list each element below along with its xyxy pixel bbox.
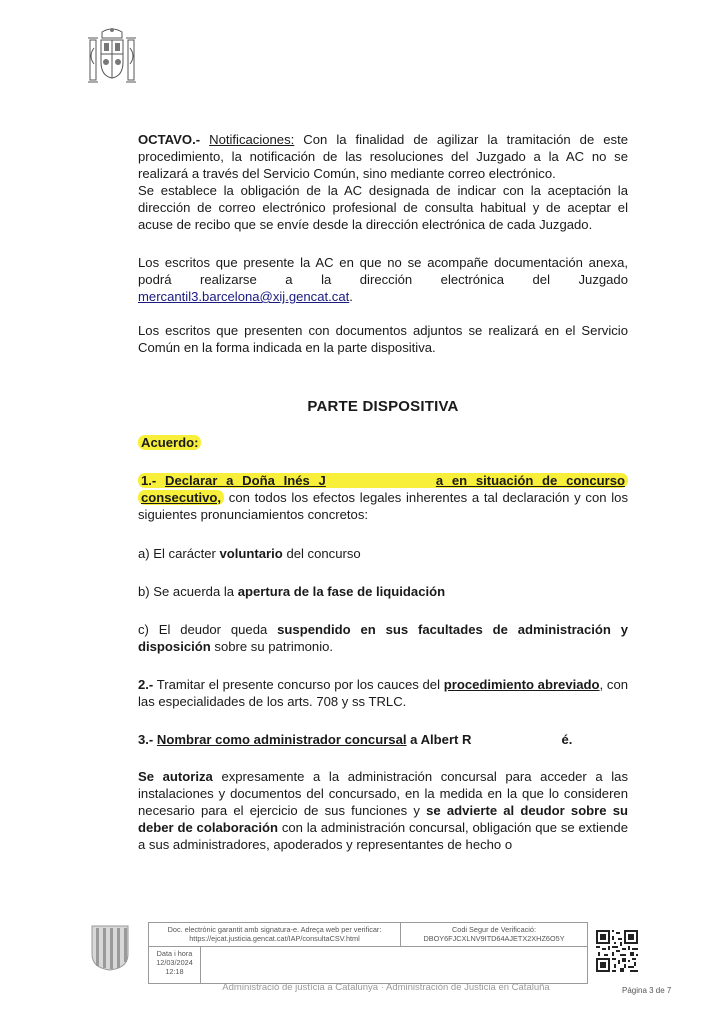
item-3-title: Nombrar como administrador concursal: [156, 732, 407, 747]
octavo-section: [138, 131, 628, 233]
text: con la administración concursal, obligación que se extiende a sus administradores, apoderados y representantes de hecho o: [138, 820, 629, 852]
item-number: 2.-: [138, 677, 154, 692]
bold-text: voluntario: [219, 546, 283, 561]
generalitat-logo: [88, 924, 132, 972]
text: a) El carácter: [138, 546, 216, 561]
item-number: 3.-: [138, 732, 154, 747]
item-1-name: Declarar a Doña Inés J: [165, 473, 326, 488]
paragraph-text: Con la finalidad de agilizar la tramitación de este procedimiento, la notificación de las resoluciones del Juzgado a la AC no se realizará a través del Servicio Común, sino mediante correo electrónico.: [138, 132, 629, 181]
csv-code: DBOY6FJCXLNV9ITD64AJETX2XHZ6O5Y: [423, 934, 565, 943]
text: b) Se acuerda la: [138, 584, 235, 599]
bold-text: procedimiento abreviado: [443, 677, 600, 692]
paragraph-text: con todos los efectos legales inherentes a tal declaración y con los siguientes pronunciamientos concretos:: [138, 490, 628, 522]
footer-admin-text: Administració de justícia a Catalunya · Administración de Justicia en Cataluña: [222, 982, 550, 993]
signature-box: [148, 922, 588, 984]
doc-line: Doc. electrònic garantit amb signatura-e. Adreça web per verificar:: [167, 925, 382, 934]
bold-text: se advierte al deudor sobre su deber de colaboración: [138, 803, 629, 835]
autoriza-paragraph: [138, 768, 628, 853]
item-2: [138, 676, 628, 710]
section-lead: OCTAVO.-: [138, 132, 201, 147]
section-topic: Notificaciones:: [209, 132, 295, 147]
text: sobre su patrimonio.: [214, 639, 334, 654]
text: , con las especialidades de los arts. 708 y ss TRLC.: [138, 677, 629, 709]
coat-of-arms-logo: [86, 26, 138, 90]
email-link[interactable]: mercantil3.barcelona@xij.gencat.cat: [138, 289, 350, 304]
csv-label: Codi Segur de Verificació:: [452, 925, 536, 934]
date-label: Data i hora: [156, 949, 193, 958]
csv-cell: [401, 923, 587, 947]
verify-url[interactable]: https://ejcat.justicia.gencat.cat/IAP/consultaCSV.html: [189, 934, 360, 943]
text: del concurso: [286, 546, 361, 561]
item-3-name: a Albert R: [410, 732, 472, 747]
item-3-name-end: é.: [561, 732, 573, 747]
email-paragraph: Los escritos que presente la AC en que no se acompañe documentación anexa, podrá realizarse a la dirección electrónica del Juzgado mercantil3.barcelona@xij.gencat.cat.: [138, 255, 628, 304]
qr-code: [596, 930, 638, 972]
item-b: [138, 583, 628, 600]
verification-url-cell: [149, 923, 401, 947]
section-heading: PARTE DISPOSITIVA: [307, 398, 459, 415]
paragraph-text: Se establece la obligación de la AC designada de indicar con la aceptación la dirección de correo electrónico profesional de consulta habitual y de aceptar el acuse de recibo que se envíe desde la dirección electrónica de cada Juzgado.: [138, 183, 628, 232]
acuerdo-label: [138, 434, 628, 451]
paragraph-text: Los escritos que presenten con documentos adjuntos se realizará en el Servicio Común en la forma indicada en la parte dispositiva.: [138, 323, 628, 355]
acuerdo-title: Acuerdo:: [138, 435, 201, 450]
text: expresamente a la administración concursal para acceder a las instalaciones y documentos del concursado, en la medida en la que lo consideren necesario para el ejercicio de sus funciones y: [138, 769, 628, 818]
bold-text: apertura de la fase de liquidación: [237, 584, 446, 599]
item-1: [138, 472, 628, 523]
date-cell: [149, 947, 201, 983]
time-value: 12:18: [165, 967, 184, 976]
documents-paragraph: [138, 322, 628, 356]
item-c: [138, 621, 628, 655]
text: Tramitar el presente concurso por los cauces del: [156, 677, 440, 692]
bold-text: suspendido en sus facultades de administración y disposición: [138, 622, 629, 654]
item-3: [138, 731, 628, 748]
paragraph-text: Los escritos que presente la AC en que no se acompañe documentación anexa, podrá realizarse a la dirección electrónica del Juzgado: [138, 255, 628, 287]
text: c) El deudor queda: [138, 622, 268, 637]
item-a: [138, 545, 628, 562]
item-1-situation: a en situación de concurso consecutivo,: [141, 473, 626, 505]
bold-text: Se autoriza: [138, 769, 213, 784]
page-number: Página 3 de 7: [622, 986, 672, 995]
date-value: 12/03/2024: [156, 958, 193, 967]
item-number: 1.-: [141, 473, 157, 488]
